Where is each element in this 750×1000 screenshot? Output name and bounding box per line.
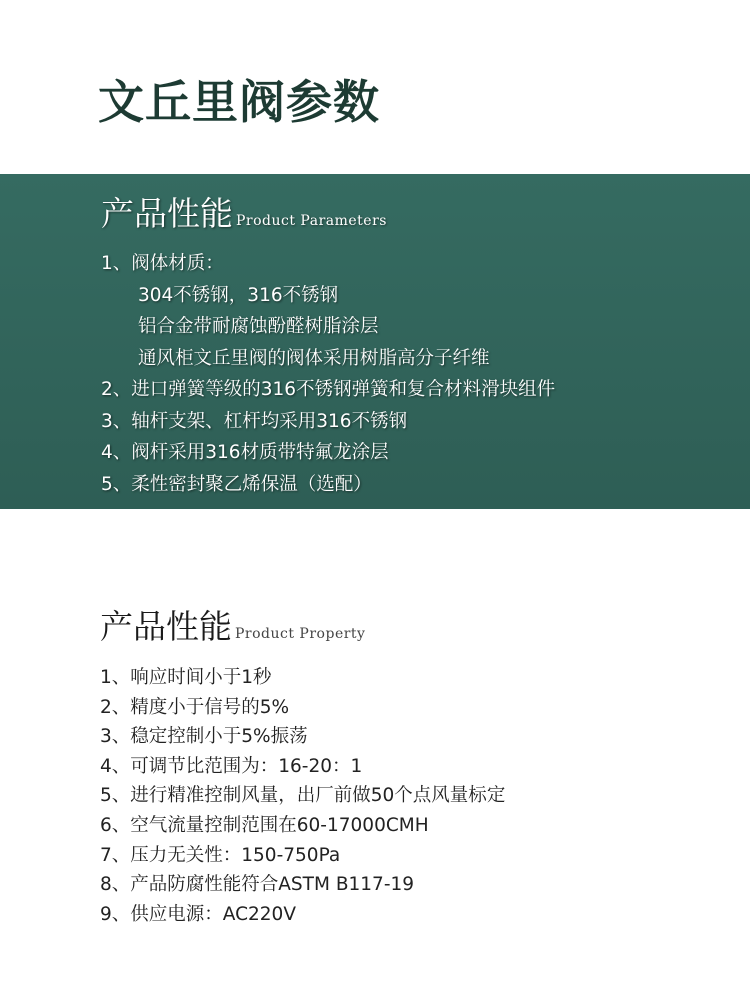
list-item: 1、响应时间小于1秒: [100, 667, 272, 688]
list-item: 铝合金带耐腐蚀酚醛树脂涂层: [138, 316, 379, 337]
section-title: 产品性能: [101, 194, 233, 233]
list-item: 7、压力无关性：150-750Pa: [100, 844, 341, 866]
parameter-list: [101, 248, 730, 500]
list-item: 5、进行精准控制风量，出厂前做50个点风量标定: [100, 785, 506, 807]
property-list: [100, 663, 730, 929]
product-parameters-section: [101, 192, 730, 500]
list-item: 2、进口弹簧等级的316不锈钢弹簧和复合材料滑块组件: [101, 379, 556, 400]
list-item: 9、供应电源：AC220V: [100, 903, 296, 925]
list-item: 4、阀杆采用316材质带特氟龙涂层: [101, 442, 389, 463]
page-title: 文丘里阀参数: [98, 75, 380, 129]
list-item: 1、阀体材质：: [101, 253, 224, 274]
list-item: 通风柜文丘里阀的阀体采用树脂高分子纤维: [138, 347, 490, 369]
list-item: 4、可调节比范围为：16-20：1: [100, 755, 363, 777]
list-item: 6、空气流量控制范围在60-17000CMH: [100, 814, 429, 836]
section-subtitle: Product Parameters: [236, 213, 387, 229]
section-heading: [101, 192, 730, 236]
list-item: 5、柔性密封聚乙烯保温（选配）: [101, 473, 372, 495]
list-item: 8、产品防腐性能符合ASTM B117-19: [100, 874, 415, 896]
product-property-section: [100, 605, 730, 929]
list-item: 2、精度小于信号的5%: [100, 696, 290, 718]
product-parameters-band: [0, 174, 750, 509]
list-item: 304不锈钢，316不锈钢: [138, 284, 339, 306]
section-heading: [100, 605, 730, 649]
section-subtitle: Product Property: [235, 626, 366, 642]
list-item: 3、轴杆支架、杠杆均采用316不锈钢: [101, 410, 408, 432]
list-item: 3、稳定控制小于5%振荡: [100, 726, 308, 748]
section-title: 产品性能: [100, 607, 232, 646]
